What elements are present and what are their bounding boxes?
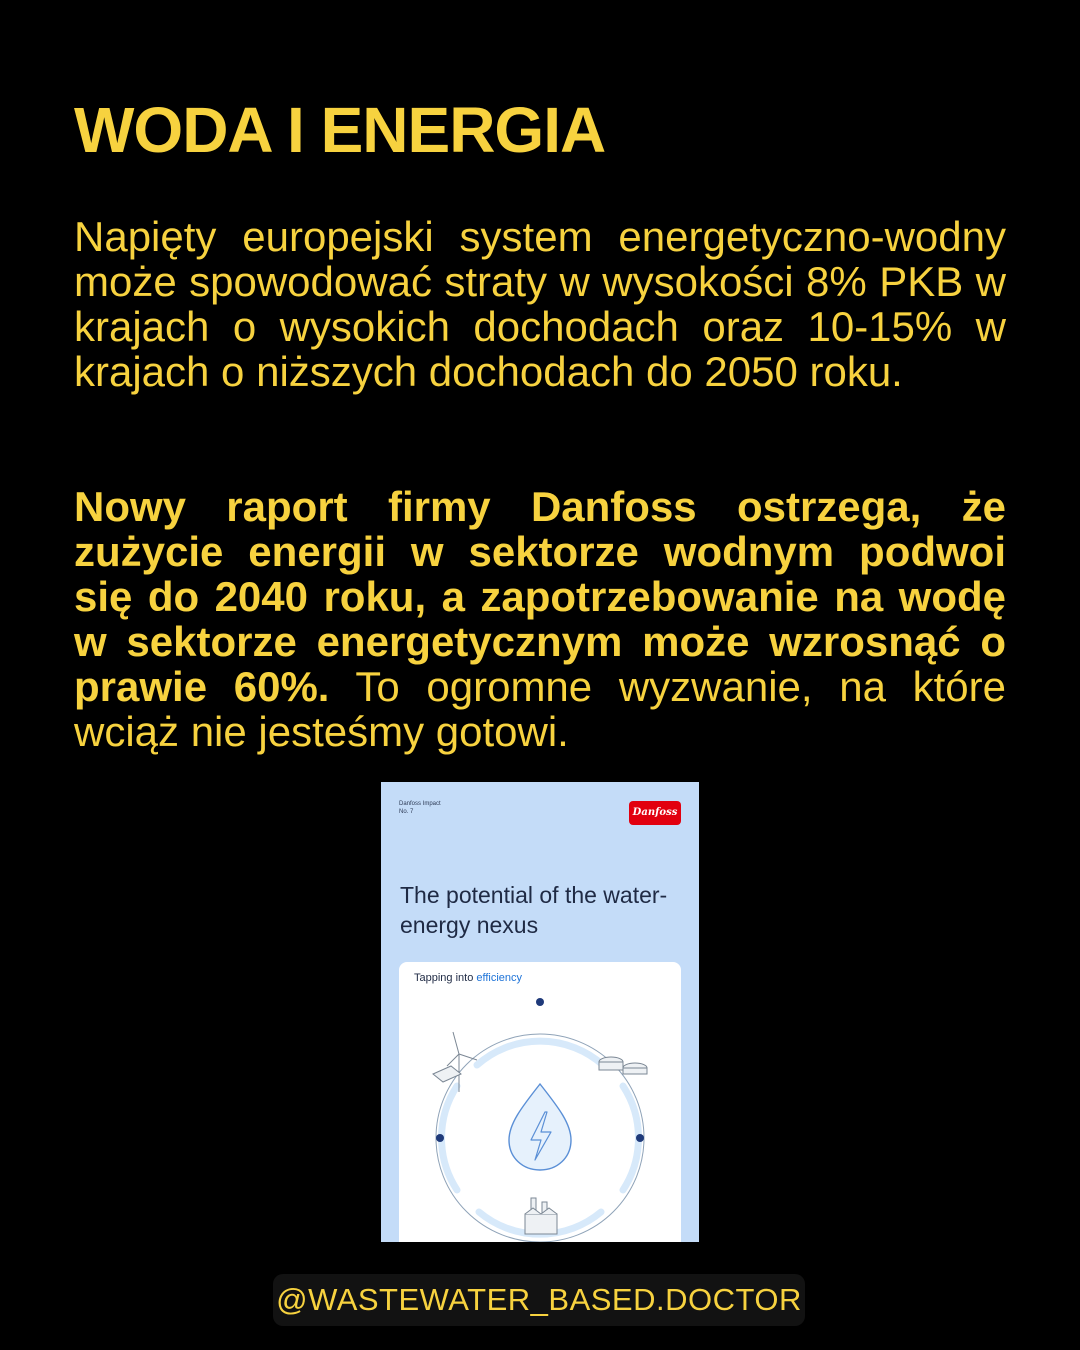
report-series-label xyxy=(399,800,441,816)
report-series-name: Danfoss Impact xyxy=(399,801,441,807)
card-caption-prefix: Tapping into xyxy=(414,972,477,984)
energy-marker-icon xyxy=(436,1134,444,1142)
report-title: The potential of the water-energy nexus xyxy=(400,882,668,938)
account-handle-pill xyxy=(273,1274,805,1326)
intro-paragraph: Napięty europejski system energetyczno-wodny może spowodować straty w wysokości 8% PKB w krajach o wysokich dochodach oraz 10-15% w krajach o niższych dochodach do 2050 roku. xyxy=(74,213,1006,395)
water-drop-icon xyxy=(509,1084,571,1170)
report-cover-card xyxy=(399,962,681,1242)
water-treatment-icon xyxy=(599,1057,647,1074)
water-energy-cycle-diagram xyxy=(399,962,681,1242)
report-paragraph xyxy=(74,484,1006,754)
factory-icon xyxy=(525,1198,557,1234)
report-series-number: No. 7 xyxy=(399,809,414,815)
danfoss-logo: Danfoss xyxy=(629,801,681,825)
cycle-arc-top xyxy=(477,1041,603,1065)
headline: WODA I ENERGIA xyxy=(74,94,606,166)
card-caption-accent: efficiency xyxy=(476,972,523,984)
report-paragraph-regular: To ogromne wyzwanie, na które wciąż nie jesteśmy gotowi. xyxy=(74,663,1006,755)
report-cover-image xyxy=(381,782,699,1242)
report-paragraph-bold: Nowy raport firmy Danfoss ostrzega, że zużycie energii w sektorze wodnym podwoi się do 2040 roku, a zapotrzebowanie na wodę w sektorze energetycznym może wzrosnąć o prawie 60%. xyxy=(74,483,1006,710)
solar-panel-icon xyxy=(433,1066,461,1082)
energy-marker-icon xyxy=(636,1134,644,1142)
account-handle: @WASTEWATER_BASED.DOCTOR xyxy=(276,1282,802,1317)
energy-marker-icon xyxy=(536,998,544,1006)
